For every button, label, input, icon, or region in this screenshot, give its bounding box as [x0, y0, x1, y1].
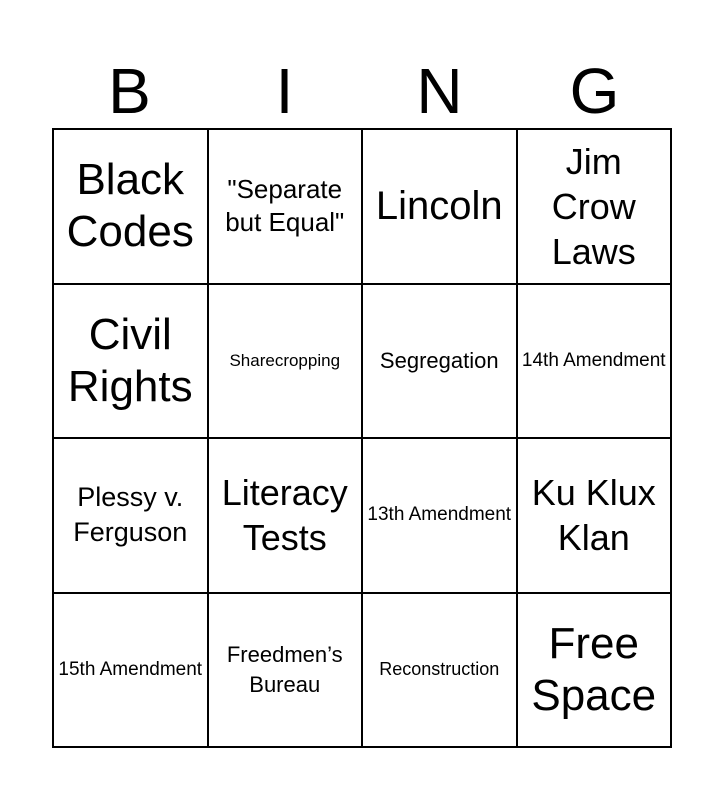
bingo-cell-freedmens-bureau[interactable]	[209, 594, 364, 749]
bingo-cell-label: Civil Rights	[67, 309, 193, 411]
bingo-cell-15th-amendment[interactable]	[54, 594, 209, 749]
bingo-cell-label: Ku Klux Klan	[531, 472, 656, 559]
header-letter-n: N	[416, 55, 463, 127]
bingo-cell-14th-amendment[interactable]	[518, 285, 673, 440]
bingo-cell-sharecropping[interactable]	[209, 285, 364, 440]
bingo-cell-label: Plessy v. Ferguson	[73, 482, 188, 548]
bingo-cell-label: Jim Crow Laws	[551, 140, 636, 272]
bingo-cell-label: Freedmen’s Bureau	[226, 642, 343, 697]
bingo-cell-civil-rights[interactable]	[54, 285, 209, 440]
bingo-cell-lincoln[interactable]	[363, 130, 518, 285]
header-letter-b: B	[108, 55, 151, 127]
bingo-cell-segregation[interactable]	[363, 285, 518, 440]
bingo-cell-jim-crow-laws[interactable]	[518, 130, 673, 285]
bingo-board	[52, 128, 672, 748]
bingo-cell-label: Reconstruction	[379, 659, 500, 680]
bingo-cell-ku-klux-klan[interactable]	[518, 439, 673, 594]
bingo-header	[52, 52, 672, 128]
bingo-cell-label: "Separate but Equal"	[225, 173, 345, 238]
bingo-cell-label: Free Space	[531, 618, 657, 720]
bingo-cell-label: Sharecropping	[229, 350, 341, 370]
bingo-cell-free-space[interactable]	[518, 594, 673, 749]
bingo-cell-literacy-tests[interactable]	[209, 439, 364, 594]
bingo-cell-label: 15th Amendment	[58, 658, 203, 680]
bingo-cell-plessy-v-ferguson[interactable]	[54, 439, 209, 594]
bingo-cell-label: Black Codes	[66, 155, 194, 257]
header-letter-g: G	[569, 55, 620, 127]
bingo-cell-reconstruction[interactable]	[363, 594, 518, 749]
bingo-cell-13th-amendment[interactable]	[363, 439, 518, 594]
bingo-cell-label: 13th Amendment	[367, 504, 512, 526]
bingo-cell-black-codes[interactable]	[54, 130, 209, 285]
bingo-cell-label: Literacy Tests	[221, 472, 348, 559]
bingo-cell-label: Segregation	[379, 347, 499, 373]
bingo-cell-separate-but-equal[interactable]	[209, 130, 364, 285]
header-letter-i: I	[275, 55, 294, 127]
bingo-cell-label: Lincoln	[375, 183, 503, 228]
bingo-cell-label: 14th Amendment	[521, 349, 666, 371]
